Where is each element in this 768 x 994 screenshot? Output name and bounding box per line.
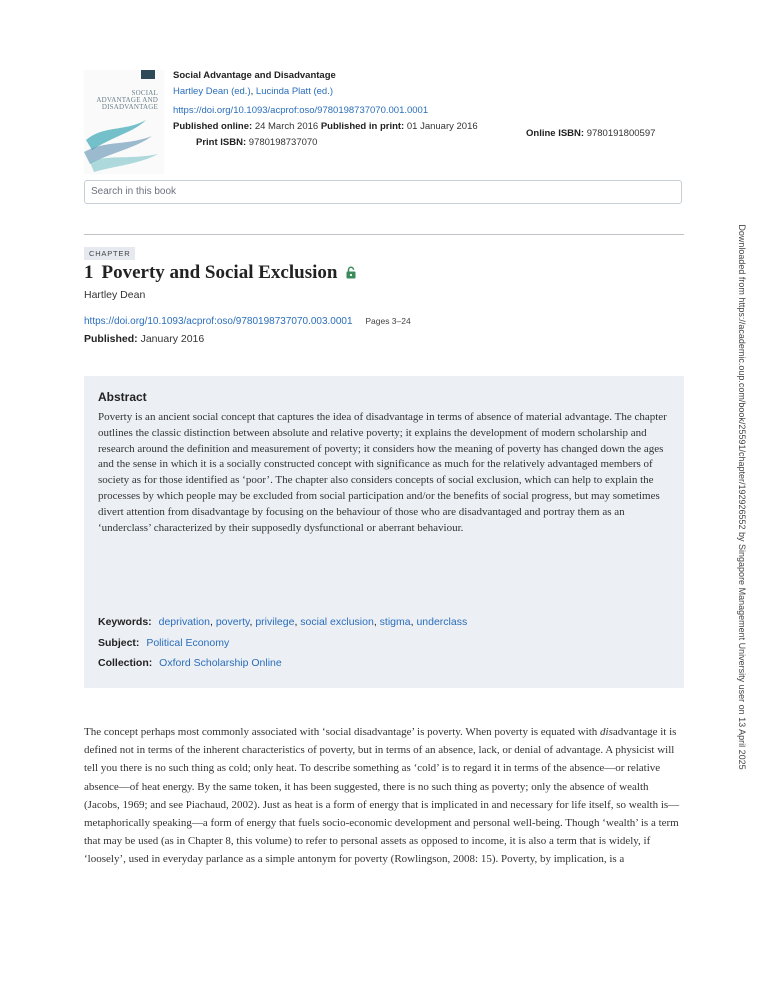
published-print-label: Published in print: bbox=[320, 121, 405, 132]
published-online-label: Published online: bbox=[173, 121, 253, 132]
download-watermark: Downloaded from https://academic.oup.com/book/25591/chapter/192926552 by Singapore Management University user on 13 April 2025 bbox=[737, 224, 747, 770]
chapter-doi-row bbox=[84, 316, 411, 327]
section-divider bbox=[84, 234, 684, 235]
online-isbn bbox=[526, 126, 655, 142]
chapter-title-text: Poverty and Social Exclusion bbox=[101, 262, 338, 283]
search-in-book-input[interactable]: Search in this book bbox=[84, 180, 682, 204]
body-text-part: advantage it is defined not in terms of the inherent characteristics of poverty, but in terms of an absence, lack, or denial of advantage. A physicist will tell you there is no such thing as cold; only heat. To describe something as ‘cold’ is to regard it in terms of the absence—or relative absence—of heat energy. By the same token, it has been suggested, there is no such thing as poverty; only the absence of wealth (Jacobs, 1969; and see Piachaud, 2002). Just as heat is a form of energy that is implicated in and necessary for life itself, so wealth is—metaphorically speaking—a form of energy that fuels socio-economic development and personal well-being. Though ‘wealth’ is a term that may be used (as in Chapter 8, this volume) to refer to personal assets as opposed to income, it is also a term that is widely, if ‘loosely’, used in everyday parlance as a simple antonym for poverty (Rowlingson, 2008: 15). Poverty, by implication, is a bbox=[84, 726, 680, 866]
keyword-link[interactable]: social exclusion bbox=[300, 616, 374, 628]
editor-link[interactable]: Hartley Dean (ed.) bbox=[173, 86, 251, 97]
cover-title: SOCIAL ADVANTAGE AND DISADVANTAGE bbox=[96, 89, 158, 111]
abstract-text: Poverty is an ancient social concept that captures the idea of disadvantage in terms of absence of material advantage. The chapter outlines the classic distinction between absolute and relative poverty; it explains the development of modern scholarship and research around the definition and measurement of poverty; it considers how the meaning of poverty has changed down the ages and the sense in which it is a socially constructed concept with significance as much for the relatively advantaged members of society as for those identified as ‘poor’. The chapter also considers concepts of social exclusion, which can help to explain the processes by which people may be excluded from social participation and/or the benefits of social progress, but may sometimes divert attention from disadvantage by focusing on the behaviour of those who are disadvantaged and portray them as an ‘underclass’ characterized by their supposedly dysfunctional or aberrant behaviour. bbox=[98, 411, 667, 534]
chapter-number: 1 bbox=[84, 262, 94, 283]
chapter-published bbox=[84, 333, 204, 345]
open-access-lock-icon bbox=[346, 263, 356, 285]
subject-link[interactable]: Political Economy bbox=[146, 636, 230, 649]
keyword-link[interactable]: stigma bbox=[379, 616, 411, 628]
collection-link[interactable]: Oxford Scholarship Online bbox=[159, 657, 282, 669]
abstract-heading: Abstract bbox=[98, 390, 147, 404]
body-text-part: The concept perhaps most commonly associated with ‘social disadvantage’ is poverty. When poverty is equated with bbox=[84, 726, 601, 738]
published-label: Published: bbox=[84, 333, 138, 345]
cover-swirl-graphic bbox=[84, 70, 164, 174]
collection-row bbox=[98, 653, 467, 674]
book-doi-row bbox=[173, 103, 693, 119]
book-editors: Hartley Dean (ed.), Lucinda Platt (ed.) bbox=[173, 86, 334, 97]
keyword-link[interactable]: underclass bbox=[416, 616, 468, 628]
book-title[interactable]: Social Advantage and Disadvantage bbox=[173, 70, 336, 81]
online-isbn-label: Online ISBN: bbox=[526, 128, 585, 139]
book-metadata bbox=[173, 66, 693, 151]
published-online-date: 24 March 2016 bbox=[254, 121, 319, 132]
abstract-panel bbox=[84, 376, 684, 688]
published-date: January 2016 bbox=[140, 333, 205, 345]
keyword-link[interactable]: privilege bbox=[255, 616, 295, 628]
keyword-link[interactable]: deprivation bbox=[158, 616, 210, 628]
keywords-label: Keywords: bbox=[98, 616, 152, 628]
book-cover-image[interactable] bbox=[84, 70, 164, 174]
book-doi-link[interactable]: https://doi.org/10.1093/acprof:oso/9780198737070.001.0001 bbox=[173, 105, 429, 116]
subject-row bbox=[98, 633, 467, 654]
body-paragraph bbox=[84, 723, 684, 869]
print-isbn-value: 9780198737070 bbox=[248, 137, 318, 148]
book-header bbox=[84, 66, 684, 178]
chapter-title bbox=[84, 262, 356, 285]
published-print-date: 01 January 2016 bbox=[406, 121, 478, 132]
chapter-pages: Pages 3–24 bbox=[365, 316, 411, 326]
editor-link[interactable]: Lucinda Platt (ed.) bbox=[255, 86, 334, 97]
online-isbn-value: 9780191800597 bbox=[586, 128, 656, 139]
print-isbn-label: Print ISBN: bbox=[196, 137, 247, 148]
keyword-link[interactable]: poverty bbox=[215, 616, 250, 628]
collection-label: Collection: bbox=[98, 657, 153, 669]
chapter-doi-link[interactable]: https://doi.org/10.1093/acprof:oso/9780198737070.003.0001 bbox=[84, 316, 353, 327]
chapter-badge: CHAPTER bbox=[84, 247, 135, 260]
abstract-metadata bbox=[98, 612, 467, 674]
body-text-emphasis: dis bbox=[600, 726, 613, 738]
keywords-row: Keywords: deprivation, poverty, privilege, social exclusion, stigma, underclass bbox=[98, 616, 468, 628]
subject-label: Subject: bbox=[98, 636, 140, 649]
chapter-author[interactable]: Hartley Dean bbox=[84, 289, 146, 301]
